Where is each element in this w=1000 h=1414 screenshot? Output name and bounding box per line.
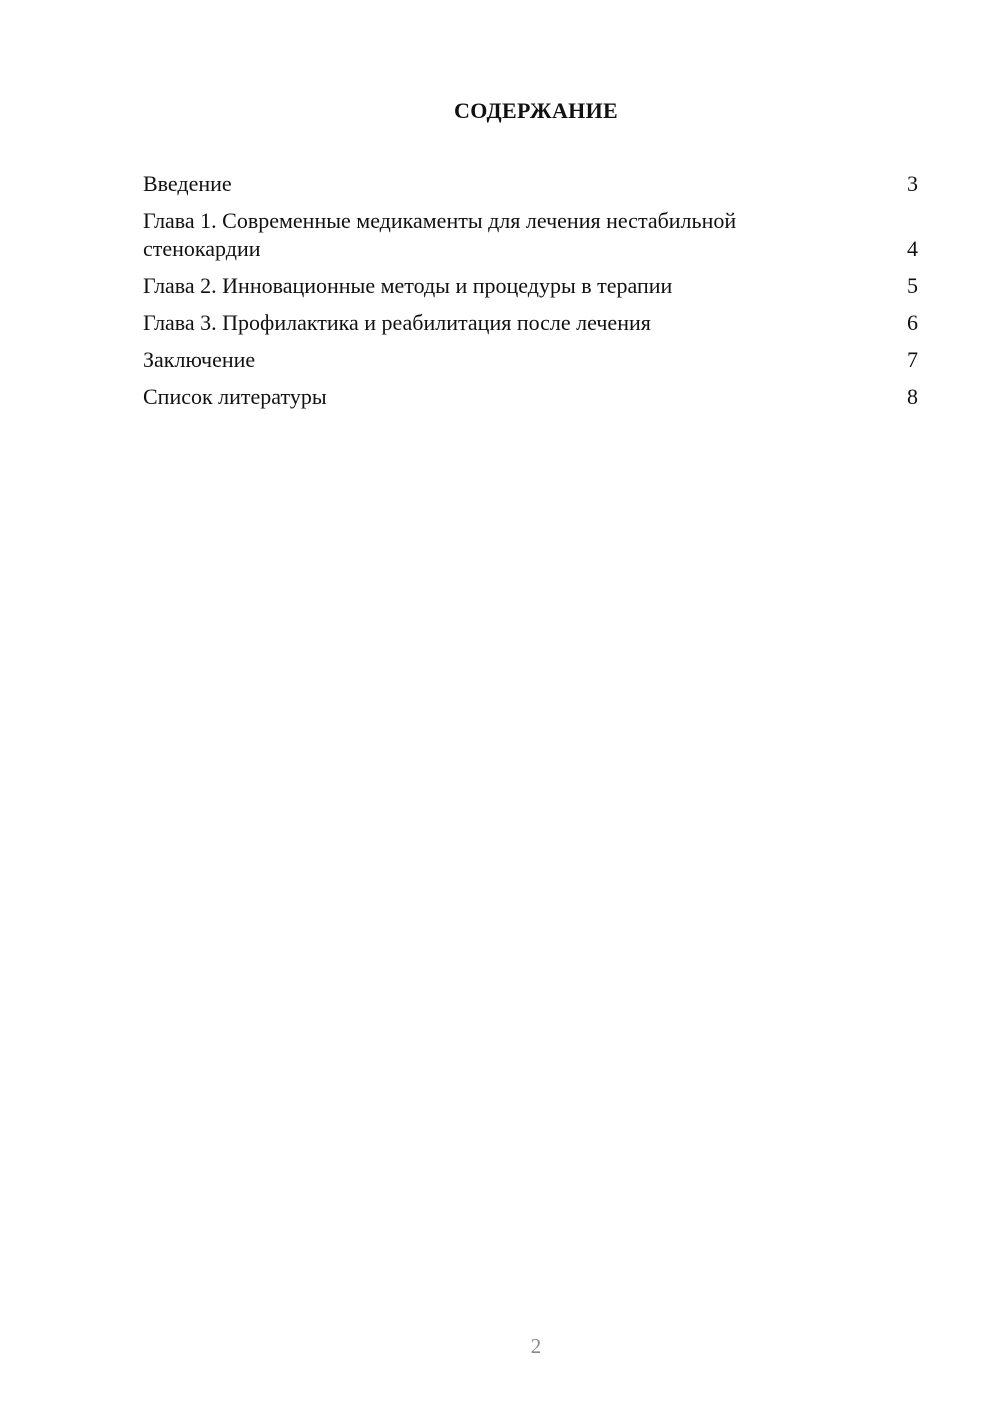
toc-entry-label: Глава 2. Инновационные методы и процедуры в терапии <box>143 273 673 298</box>
toc-entry-chapter-2[interactable] <box>143 272 920 300</box>
toc-entry-label: Заключение <box>143 347 256 372</box>
toc-entry-label: Список литературы <box>143 384 327 409</box>
toc-entry-page: 7 <box>907 347 918 372</box>
toc-entry-page: 6 <box>907 310 918 335</box>
toc-entry-page: 8 <box>907 384 918 409</box>
toc-entry-label: Введение <box>143 171 232 196</box>
toc-entry-chapter-1[interactable] <box>143 207 920 263</box>
table-of-contents <box>143 170 920 420</box>
toc-entry-label: Глава 1. Современные медикаменты для лечения нестабильной стенокардии <box>143 208 737 261</box>
page-number: 2 <box>530 1334 542 1358</box>
toc-title: СОДЕРЖАНИЕ <box>454 98 618 123</box>
toc-entry-page: 5 <box>907 273 918 298</box>
toc-entry-conclusion[interactable] <box>143 346 920 374</box>
toc-entry-page: 3 <box>907 171 918 196</box>
toc-entry-references[interactable] <box>143 383 920 411</box>
toc-entry-page: 4 <box>907 236 918 261</box>
toc-entry-label: Глава 3. Профилактика и реабилитация после лечения <box>143 310 651 335</box>
toc-entry-introduction[interactable] <box>143 170 920 198</box>
toc-entry-chapter-3[interactable] <box>143 309 920 337</box>
